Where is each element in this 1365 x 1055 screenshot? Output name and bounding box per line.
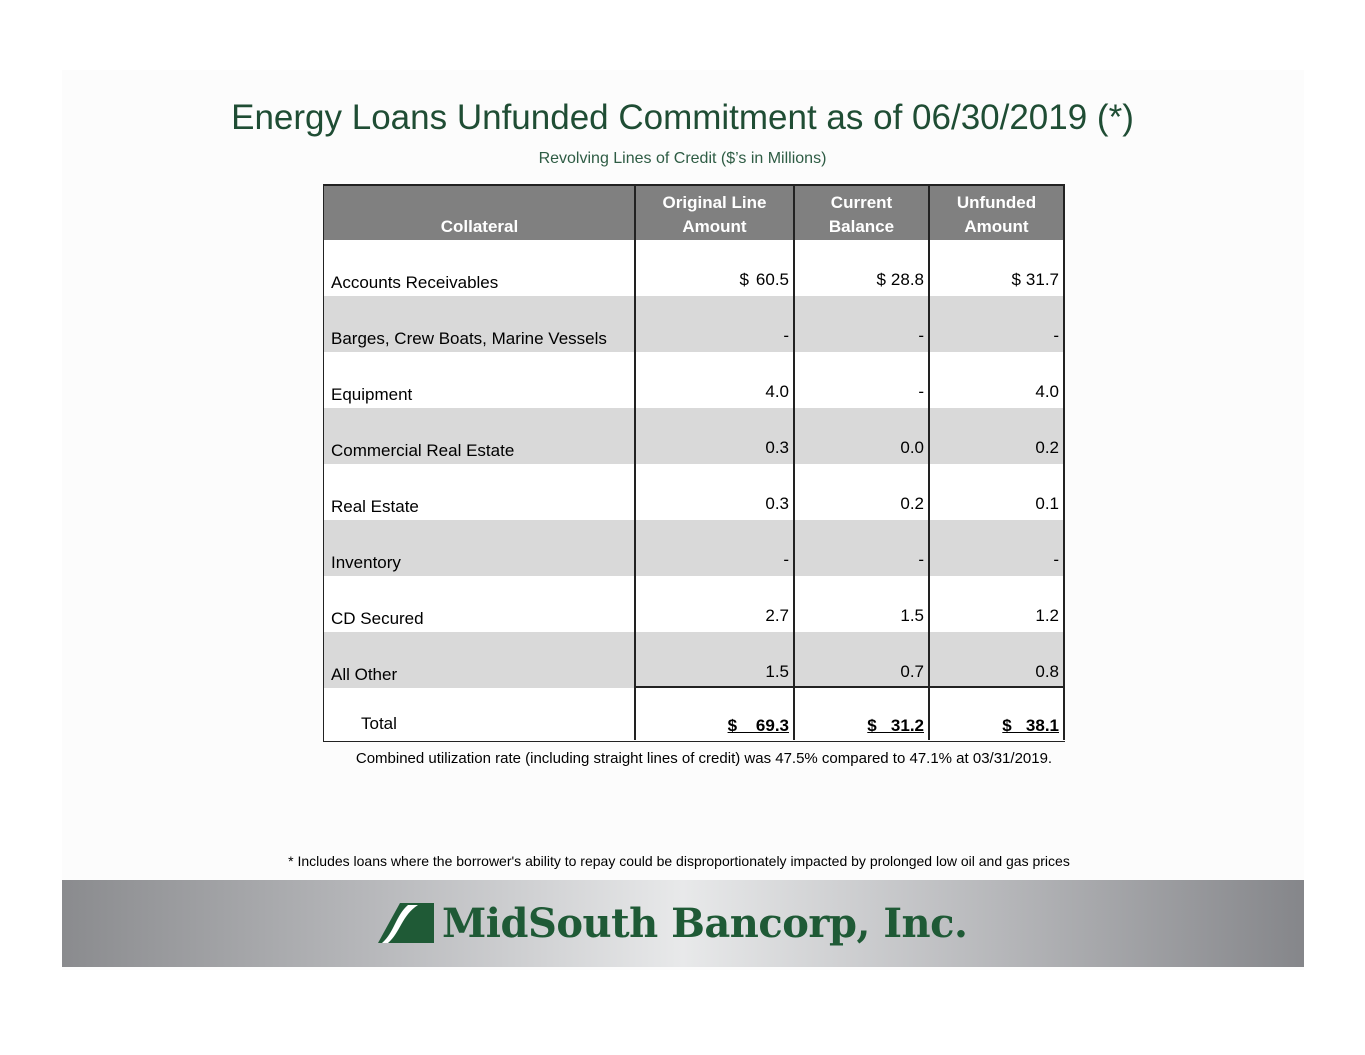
row-label: Inventory bbox=[331, 553, 401, 572]
page-title: Energy Loans Unfunded Commitment as of 06/30/2019 (*) bbox=[231, 98, 1134, 137]
row-current-value bbox=[794, 352, 929, 408]
table-total-row bbox=[324, 686, 1064, 740]
row-original-value bbox=[635, 296, 794, 352]
value-text: 31.7 bbox=[1025, 270, 1059, 289]
row-label: CD Secured bbox=[331, 609, 424, 628]
row-label: Accounts Receivables bbox=[331, 273, 499, 292]
header-original-line-1: Original Line bbox=[662, 193, 767, 212]
utilization-note: Combined utilization rate (including straight lines of credit) was 47.5% compared to 47.1% at 03/31/2019. bbox=[355, 750, 1053, 767]
company-logo bbox=[378, 898, 967, 948]
value-text: - bbox=[783, 550, 789, 569]
row-current-value bbox=[794, 240, 929, 296]
row-unfunded-value bbox=[929, 520, 1064, 576]
table-row bbox=[324, 240, 1064, 296]
value-text: 28.8 bbox=[890, 270, 924, 289]
logo-mark-icon bbox=[378, 903, 434, 943]
table-row bbox=[324, 520, 1064, 576]
total-label: Total bbox=[361, 714, 397, 733]
header-current-2: Balance bbox=[828, 217, 895, 236]
footnote: * Includes loans where the borrower's ability to repay could be disproportionately impacted by prolonged low oil and gas prices bbox=[288, 853, 1070, 869]
row-label: Equipment bbox=[331, 385, 413, 404]
header-unfunded-2: Amount bbox=[964, 217, 1029, 236]
row-current-value bbox=[794, 520, 929, 576]
commitment-table bbox=[323, 184, 1065, 742]
row-unfunded-value bbox=[929, 576, 1064, 632]
value-text: 0.8 bbox=[1035, 662, 1059, 681]
header-original-line bbox=[635, 186, 794, 240]
row-original-value bbox=[635, 576, 794, 632]
column-divider bbox=[1063, 184, 1065, 740]
currency-symbol: $ bbox=[876, 270, 886, 289]
column-divider bbox=[928, 184, 930, 740]
value-text: 4.0 bbox=[1035, 382, 1059, 401]
row-label: Real Estate bbox=[331, 497, 419, 516]
value-text: 1.5 bbox=[765, 662, 789, 681]
row-current-value bbox=[794, 576, 929, 632]
value-text: 0.0 bbox=[900, 438, 924, 457]
row-current-value bbox=[794, 408, 929, 464]
value-text: 60.5 bbox=[755, 270, 789, 289]
row-original-value bbox=[635, 464, 794, 520]
value-text: 1.5 bbox=[900, 606, 924, 625]
value-text: 0.1 bbox=[1035, 494, 1059, 513]
row-current-value bbox=[794, 632, 929, 688]
row-original-value bbox=[635, 408, 794, 464]
header-current-balance bbox=[794, 186, 929, 240]
currency-symbol: $ bbox=[1011, 270, 1021, 289]
table-header bbox=[324, 184, 1064, 240]
header-unfunded-amount bbox=[929, 186, 1064, 240]
header-collateral: Collateral bbox=[440, 217, 519, 236]
row-current-value bbox=[794, 296, 929, 352]
value-text: 4.0 bbox=[765, 382, 789, 401]
row-unfunded-value bbox=[929, 408, 1064, 464]
column-divider bbox=[793, 184, 795, 740]
row-unfunded-value bbox=[929, 296, 1064, 352]
header-current-1: Current bbox=[830, 193, 893, 212]
value-text: - bbox=[1053, 550, 1059, 569]
header-unfunded-1: Unfunded bbox=[956, 193, 1037, 212]
header-original-line-2: Amount bbox=[682, 217, 747, 236]
row-label: Barges, Crew Boats, Marine Vessels bbox=[331, 329, 607, 348]
value-text: - bbox=[1053, 326, 1059, 345]
row-original-value bbox=[635, 240, 794, 296]
value-text: - bbox=[918, 326, 924, 345]
value-text: 0.2 bbox=[900, 494, 924, 513]
value-text: 1.2 bbox=[1035, 606, 1059, 625]
row-unfunded-value bbox=[929, 464, 1064, 520]
table-row bbox=[324, 632, 1064, 688]
value-text: - bbox=[918, 382, 924, 401]
row-original-value bbox=[635, 520, 794, 576]
row-unfunded-value bbox=[929, 240, 1064, 296]
table-row bbox=[324, 352, 1064, 408]
table-row bbox=[324, 408, 1064, 464]
value-text: 0.2 bbox=[1035, 438, 1059, 457]
row-label: Commercial Real Estate bbox=[331, 441, 515, 460]
value-text: 2.7 bbox=[765, 606, 789, 625]
total-current: $ 31.2 bbox=[867, 716, 924, 735]
row-current-value bbox=[794, 464, 929, 520]
row-label: All Other bbox=[331, 665, 398, 684]
page-subtitle: Revolving Lines of Credit ($’s in Millions) bbox=[538, 150, 827, 167]
value-text: 0.3 bbox=[765, 494, 789, 513]
row-unfunded-value bbox=[929, 352, 1064, 408]
total-original: $ 69.3 bbox=[727, 716, 789, 735]
currency-symbol: $ bbox=[739, 270, 749, 289]
logo-text: MidSouth Bancorp, Inc. bbox=[442, 899, 968, 947]
value-text: - bbox=[918, 550, 924, 569]
row-original-value bbox=[635, 352, 794, 408]
total-unfunded: $ 38.1 bbox=[1002, 716, 1059, 735]
row-original-value bbox=[635, 632, 794, 688]
value-text: 0.3 bbox=[765, 438, 789, 457]
value-text: - bbox=[783, 326, 789, 345]
table-row bbox=[324, 464, 1064, 520]
table-row bbox=[324, 576, 1064, 632]
table-row bbox=[324, 296, 1064, 352]
value-text: 0.7 bbox=[900, 662, 924, 681]
column-divider bbox=[634, 184, 636, 740]
row-unfunded-value bbox=[929, 632, 1064, 688]
